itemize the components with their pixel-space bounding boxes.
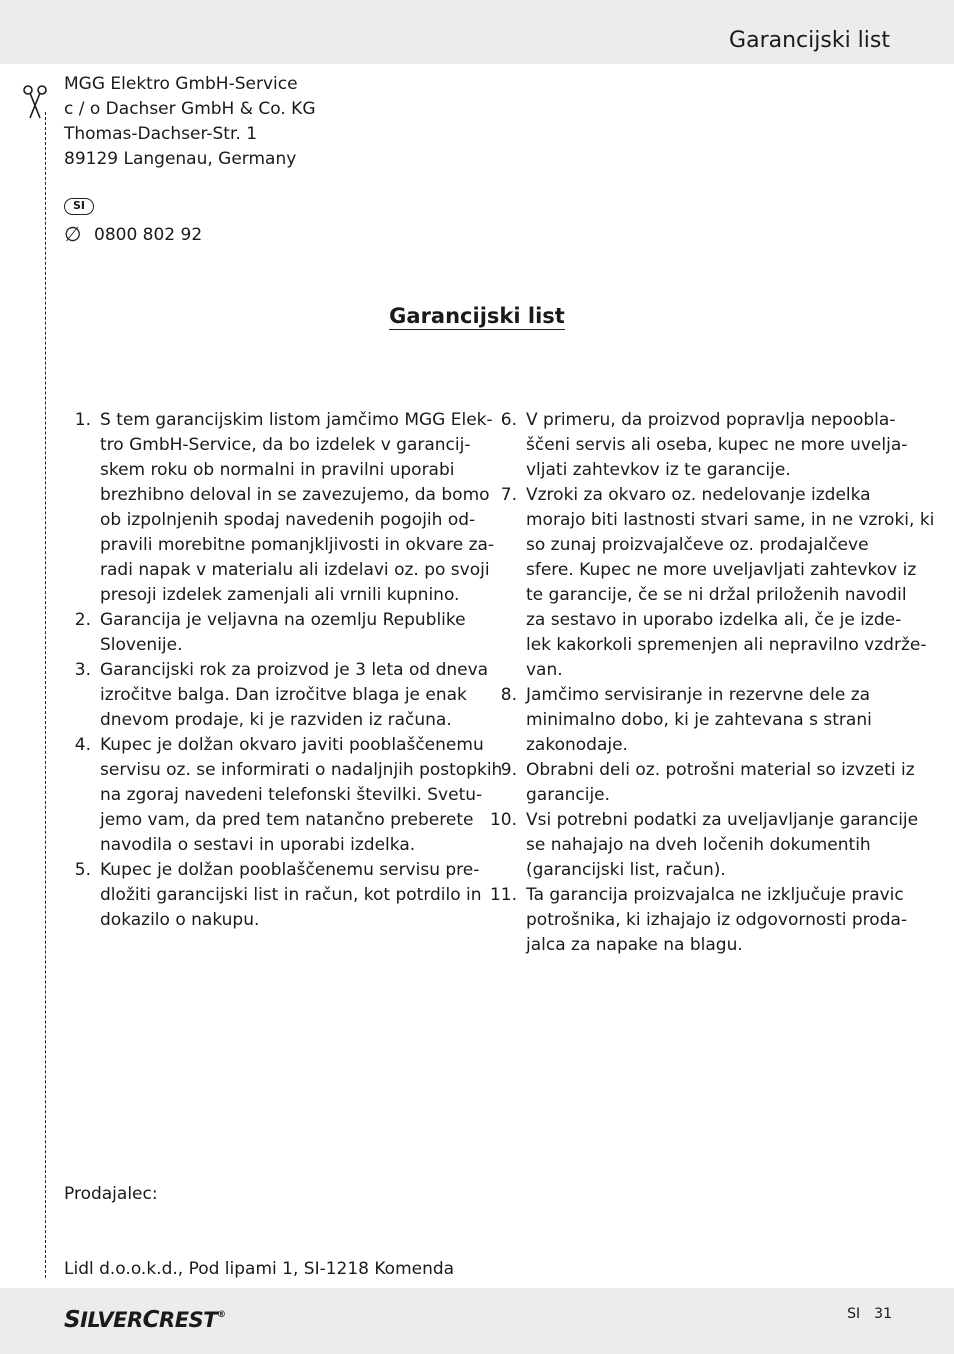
seller-address: Lidl d.o.o.k.d., Pod lipami 1, SI-1218 Komenda [64, 1259, 455, 1279]
condition-line: navodila o sestavi in uporabi izdelka. [100, 835, 416, 855]
header-band [0, 0, 954, 64]
condition-item [488, 408, 908, 483]
condition-line: vljati zahtevkov iz te garancije. [526, 460, 791, 480]
condition-line: Garancija je veljavna na ozemlju Republike [100, 610, 466, 630]
condition-line: V primeru, da proizvod popravlja nepoobla- [526, 410, 896, 430]
condition-line: izročitve balga. Dan izročitve blaga je enak [100, 685, 467, 705]
condition-item [488, 808, 919, 883]
condition-text [526, 683, 892, 758]
phone-icon: ∅ [64, 222, 82, 246]
condition-line: minimalno dobo, ki je zahtevana s strani [526, 710, 872, 730]
condition-line: te garancije, če se ni držal priloženih navodil [526, 585, 907, 605]
condition-line: za sestavo in uporabo izdelka ali, če je izde- [526, 610, 902, 630]
condition-line: S tem garancijskim listom jamčimo MGG Elek- [100, 410, 493, 430]
country-badge: SI [64, 198, 94, 215]
condition-number: 6. [500, 410, 517, 430]
condition-line: ob izpolnjenih spodaj navedenih pogojih od- [100, 510, 476, 530]
condition-line: radi napak v materialu ali izdelavi oz. po svoji [100, 560, 490, 580]
condition-number: 2. [74, 610, 91, 630]
document-title-wrap [0, 304, 954, 328]
address-line: MGG Elektro GmbH-Service [64, 74, 298, 94]
condition-number: 3. [74, 660, 91, 680]
condition-number: 9. [500, 760, 517, 780]
condition-line: Obrabni deli oz. potrošni material so izvzeti iz [526, 760, 915, 780]
condition-line: Garancijski rok za proizvod je 3 leta od dneva [100, 660, 489, 680]
brand-letter: S [64, 1307, 81, 1333]
conditions-column-right [488, 408, 935, 958]
condition-text [526, 883, 907, 958]
address-line: c / o Dachser GmbH & Co. KG [64, 99, 316, 119]
registered-mark: ® [217, 1310, 226, 1320]
condition-text [100, 733, 502, 858]
condition-line: Slovenije. [100, 635, 183, 655]
condition-number: 11. [489, 885, 517, 905]
condition-text [100, 858, 482, 933]
condition-text [526, 808, 918, 883]
condition-text [100, 608, 466, 658]
condition-line: sfere. Kupec ne more uveljavljati zahtevkov iz [526, 560, 917, 580]
condition-line: Jamčimo servisiranje in rezervne dele za [526, 685, 871, 705]
condition-text [100, 658, 488, 733]
language-code: SI [847, 1306, 861, 1322]
condition-line: jemo vam, da pred tem natančno preberete [100, 810, 474, 830]
condition-line: skem roku ob normalni in pravilni uporabi [100, 460, 455, 480]
condition-line: ščeni servis ali oseba, kupec ne more uvelja- [526, 435, 908, 455]
condition-line: garancije. [526, 785, 611, 805]
document-title: Garancijski list [389, 304, 565, 328]
condition-line: dokazilo o nakupu. [100, 910, 260, 930]
condition-number: 4. [74, 735, 91, 755]
condition-line: na zgoraj navedeni telefonski številki. Svetu- [100, 785, 483, 805]
condition-item [64, 408, 495, 608]
condition-line: jalca za napake na blagu. [526, 935, 743, 955]
condition-line: brezhibno deloval in se zavezujemo, da bomo [100, 485, 490, 505]
condition-item [64, 858, 482, 933]
condition-number: 8. [500, 685, 517, 705]
condition-item [488, 758, 915, 808]
phone-number: 0800 802 92 [94, 225, 203, 245]
condition-line: Kupec je dolžan pooblaščenemu servisu pre- [100, 860, 480, 880]
condition-line: se nahajajo na dveh ločenih dokumentih [526, 835, 871, 855]
condition-item [488, 883, 908, 958]
condition-line: dnevom prodaje, ki je razviden iz računa. [100, 710, 452, 730]
condition-line: Ta garancija proizvajalca ne izključuje pravic [526, 885, 904, 905]
condition-line: (garancijski list, račun). [526, 860, 726, 880]
condition-text [526, 758, 915, 808]
condition-line: lek kakorkoli spremenjen ali nepravilno vzdrže- [526, 635, 927, 655]
condition-line: pravili morebitne pomanjkljivosti in okvare za- [100, 535, 495, 555]
condition-line: dložiti garancijski list in račun, kot potrdilo in [100, 885, 482, 905]
brand-text: REST [159, 1308, 218, 1332]
condition-text [526, 483, 934, 683]
condition-line: tro GmbH-Service, da bo izdelek v garancij- [100, 435, 471, 455]
address-line: 89129 Langenau, Germany [64, 149, 297, 169]
seller-label: Prodajalec: [64, 1184, 158, 1204]
brand-letter: C [142, 1307, 160, 1333]
condition-text [526, 408, 907, 483]
page-header-title: Garancijski list [729, 28, 890, 53]
condition-number: 1. [74, 410, 91, 430]
condition-line: Vsi potrebni podatki za uveljavljanje garancije [526, 810, 919, 830]
condition-line: van. [526, 660, 563, 680]
address-line: Thomas-Dachser-Str. 1 [64, 124, 258, 144]
condition-text [100, 408, 494, 608]
condition-item [64, 658, 489, 733]
condition-line: potrošnika, ki izhajajo iz odgovornosti proda- [526, 910, 908, 930]
condition-number: 7. [500, 485, 517, 505]
condition-line: morajo biti lastnosti stvari same, in ne vzroki, ki [526, 510, 935, 530]
cut-line [45, 112, 46, 1278]
condition-item [488, 483, 935, 683]
brand-text: ILVER [80, 1308, 143, 1332]
condition-number: 5. [74, 860, 91, 880]
condition-line: presoji izdelek zamenjali ali vrnili kupnino. [100, 585, 460, 605]
condition-line: Vzroki za okvaro oz. nedelovanje izdelka [526, 485, 871, 505]
condition-line: zakonodaje. [526, 735, 628, 755]
condition-item [488, 683, 892, 758]
phone-row [64, 222, 202, 247]
condition-line: so zunaj proizvajalčeve oz. prodajalčeve [526, 535, 869, 555]
condition-line: Kupec je dolžan okvaro javiti pooblaščenemu [100, 735, 484, 755]
page-info [847, 1306, 892, 1322]
condition-line: servisu oz. se informirati o nadaljnjih postopkih [100, 760, 503, 780]
service-address [64, 72, 316, 172]
condition-item [64, 608, 466, 658]
condition-number: 10. [489, 810, 517, 830]
brand-logo [64, 1307, 226, 1333]
page-number: 31 [874, 1306, 892, 1322]
